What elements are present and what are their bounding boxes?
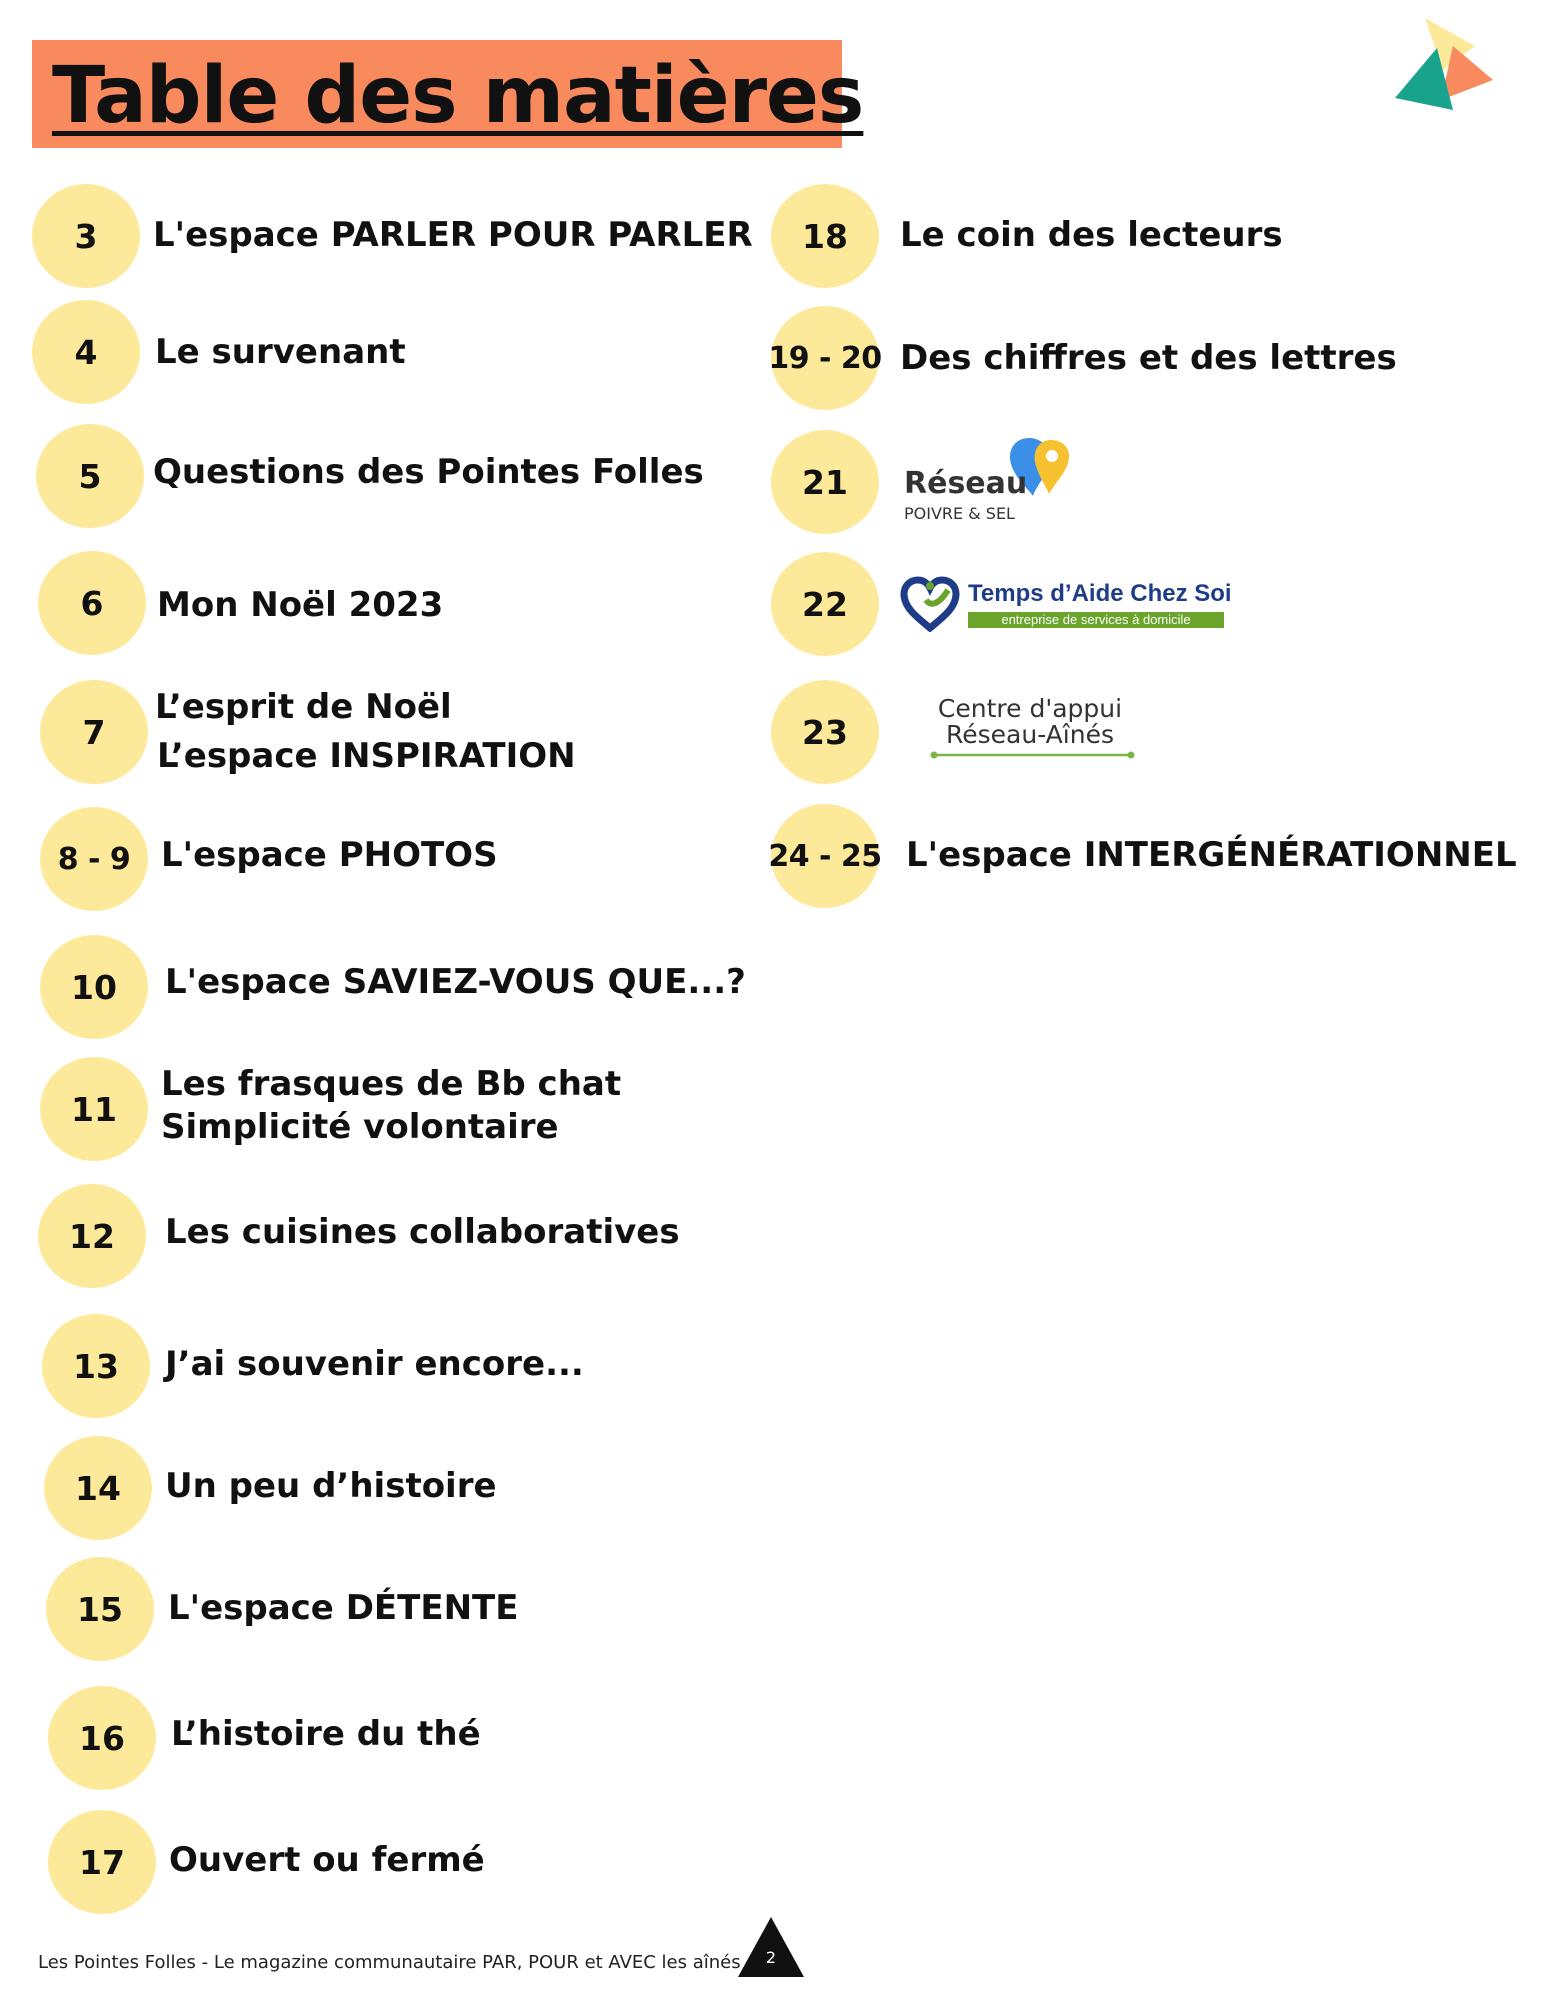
page-number-badge: 4 (32, 300, 140, 404)
page-number-badge: 17 (48, 1810, 156, 1914)
temps-aide-logo-tagline: entreprise de services à domicile (968, 612, 1224, 628)
page-title: Table des matières (52, 51, 864, 141)
temps-aide-chez-soi-logo[interactable] (900, 572, 1230, 636)
footer-magazine-tagline: Les Pointes Folles - Le magazine communautaire PAR, POUR et AVEC les aînés (38, 1952, 741, 1973)
toc-entry-mon-noel[interactable]: Mon Noël 2023 (157, 585, 444, 625)
toc-entry-detente[interactable]: L'espace DÉTENTE (168, 1588, 519, 1628)
page-number-badge: 6 (38, 551, 146, 655)
page-number-badge: 24 - 25 (771, 804, 879, 908)
page-number-badge: 12 (38, 1184, 146, 1288)
green-divider-line (930, 750, 1135, 760)
toc-entry-the[interactable]: L’histoire du thé (171, 1714, 481, 1754)
page-number-badge: 15 (46, 1557, 154, 1661)
page-number-badge: 3 (32, 184, 140, 288)
toc-entry-cuisines[interactable]: Les cuisines collaboratives (165, 1212, 680, 1252)
page-number-badge: 22 (771, 552, 879, 656)
temps-aide-logo-name: Temps d’Aide Chez Soi (968, 580, 1232, 607)
page-number-badge: 7 (40, 680, 148, 784)
toc-entry-photos[interactable]: L'espace PHOTOS (161, 835, 498, 875)
centre-appui-logo-name: Centre d'appui (937, 694, 1123, 723)
toc-entry-questions[interactable]: Questions des Pointes Folles (153, 452, 704, 492)
toc-entry-lecteurs[interactable]: Le coin des lecteurs (900, 215, 1283, 255)
page-number-badge: 19 - 20 (771, 306, 879, 410)
toc-entry-espace-parler[interactable]: L'espace PARLER POUR PARLER (153, 215, 753, 255)
toc-entry-simplicite[interactable]: Simplicité volontaire (161, 1107, 559, 1147)
toc-entry-saviez-vous[interactable]: L'espace SAVIEZ-VOUS QUE...? (165, 962, 746, 1002)
magazine-triangles-logo (1395, 18, 1515, 118)
page-number-badge: 5 (36, 424, 144, 528)
page-number-badge: 23 (771, 680, 879, 784)
page-number-badge: 11 (40, 1057, 148, 1161)
reseau-poivre-sel-logo[interactable] (900, 430, 1090, 526)
toc-entry-chiffres-lettres[interactable]: Des chiffres et des lettres (900, 338, 1397, 378)
toc-entry-bb-chat[interactable]: Les frasques de Bb chat (161, 1064, 622, 1104)
toc-entry-survenant[interactable]: Le survenant (155, 332, 406, 372)
page-number-badge: 16 (48, 1686, 156, 1790)
toc-entry-histoire[interactable]: Un peu d’histoire (165, 1466, 497, 1506)
page-number-badge: 10 (40, 935, 148, 1039)
heart-icon (900, 576, 962, 632)
page-number: 2 (765, 1948, 777, 1967)
toc-entry-souvenir[interactable]: J’ai souvenir encore... (165, 1344, 584, 1384)
toc-entry-inspiration[interactable]: L’espace INSPIRATION (157, 736, 576, 776)
toc-entry-intergenerationnel[interactable]: L'espace INTERGÉNÉRATIONNEL (906, 835, 1517, 875)
page-number-badge: 18 (771, 184, 879, 288)
page-number-badge: 13 (42, 1314, 150, 1418)
centre-appui-logo-subtitle: Réseau-Aînés (946, 720, 1114, 749)
reseau-logo-subtitle: POIVRE & SEL (904, 504, 1015, 523)
page-number-triangle (738, 1917, 804, 1977)
toc-entry-esprit-noel[interactable]: L’esprit de Noël (155, 687, 452, 727)
centre-appui-logo[interactable] (920, 696, 1140, 760)
page-number-badge: 8 - 9 (40, 807, 148, 911)
page-number-badge: 14 (44, 1436, 152, 1540)
toc-entry-ouvert-ferme[interactable]: Ouvert ou fermé (169, 1840, 485, 1880)
page-number-badge: 21 (771, 430, 879, 534)
reseau-logo-name: Réseau (904, 466, 1028, 501)
